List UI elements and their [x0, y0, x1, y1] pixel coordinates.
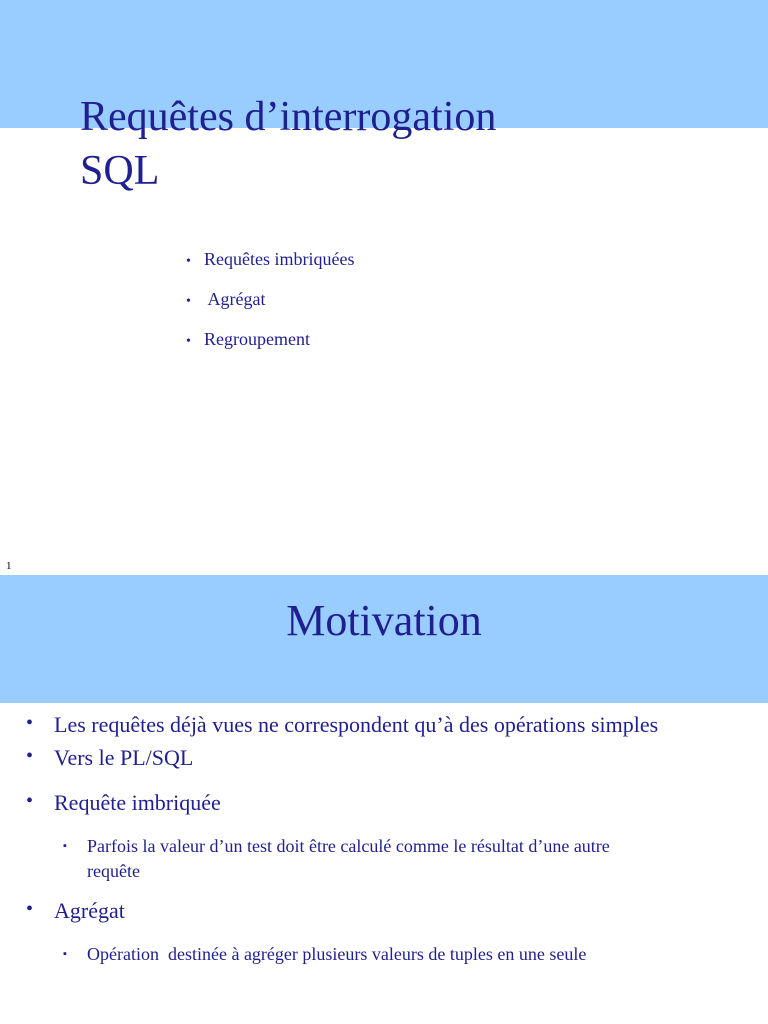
title-line-1: Requêtes d’interrogation: [80, 94, 497, 140]
list-item-label: Requête imbriquée: [54, 790, 221, 815]
sub-list-item-continuation: requête: [87, 861, 140, 881]
bullet-icon: •: [186, 294, 191, 309]
slide-title: [80, 90, 680, 198]
square-bullet-icon: ▪: [63, 948, 67, 960]
topic-list: [186, 246, 354, 366]
sub-list-item: [63, 834, 688, 884]
list-item: [186, 326, 354, 366]
list-item: [26, 710, 688, 740]
sub-list-item-label: Parfois la valeur d’un test doit être calculé comme le résultat d’une autre: [87, 836, 610, 856]
list-item: [26, 788, 688, 818]
list-item-label: Agrégat: [204, 289, 266, 309]
list-item: [26, 896, 688, 926]
list-item-label: Requêtes imbriquées: [204, 249, 355, 269]
bullet-icon: •: [26, 790, 34, 812]
square-bullet-icon: ▪: [63, 840, 67, 852]
bullet-icon: •: [26, 898, 34, 920]
list-item-label: Vers le PL/SQL: [54, 745, 194, 770]
list-item: [26, 743, 688, 773]
list-item-label: Les requêtes déjà vues ne correspondent qu’à des opérations simples: [54, 712, 659, 737]
list-item: [186, 246, 354, 286]
bullet-icon: •: [186, 254, 191, 269]
bullet-icon: •: [26, 745, 34, 767]
page-number: 1: [6, 560, 12, 572]
content-list: [0, 710, 768, 967]
sub-list-item: [63, 942, 688, 967]
bullet-icon: •: [186, 334, 191, 349]
list-item-label: Agrégat: [54, 898, 125, 923]
sub-list-item-label: Opération destinée à agréger plusieurs valeurs de tuples en une seule: [87, 944, 587, 964]
bullet-icon: •: [26, 712, 34, 734]
title-line-2: SQL: [80, 148, 160, 194]
slide-title: Motivation: [286, 596, 482, 645]
list-item-label: Regroupement: [204, 329, 310, 349]
slide-2: [0, 575, 768, 1024]
list-item: [186, 286, 354, 326]
